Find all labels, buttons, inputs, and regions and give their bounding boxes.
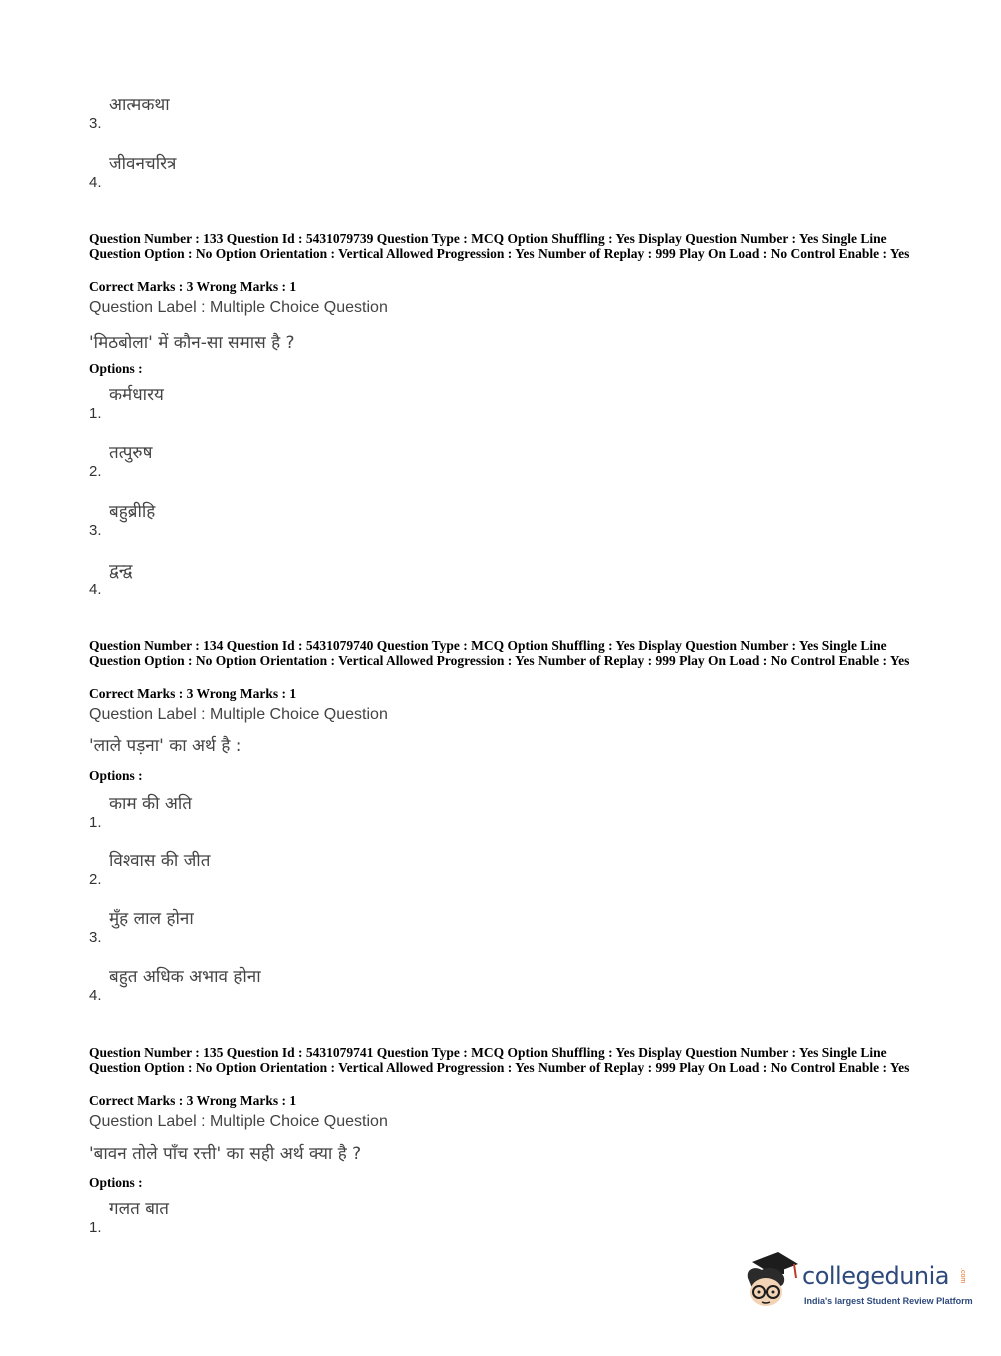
option-text: कर्मधारय [109,385,164,405]
options-label: Options : [89,361,143,376]
option-number: 3. [89,115,102,132]
option-text: बहुब्रीहि [109,502,156,522]
option-number: 1. [89,405,102,422]
brand-domain: .com [959,1268,966,1284]
option-text: द्वन्द्व [109,561,133,581]
question-marks: Correct Marks : 3 Wrong Marks : 1 [89,279,297,294]
question-label: Question Label : Multiple Choice Question [89,299,388,316]
option-text: मुँह लाल होना [109,909,194,929]
option-number: 1. [89,814,102,831]
question-label: Question Label : Multiple Choice Question [89,1113,388,1130]
question-marks: Correct Marks : 3 Wrong Marks : 1 [89,686,297,701]
option-number: 1. [89,1219,102,1236]
options-label: Options : [89,768,143,783]
option-text: गलत बात [109,1199,169,1219]
question-text: 'लाले पड़ना' का अर्थ है : [89,736,242,756]
option-text: जीवनचरित्र [109,154,177,174]
option-text: आत्मकथा [109,95,170,115]
brand-name: collegedunia [802,1262,950,1290]
question-label: Question Label : Multiple Choice Question [89,706,388,723]
option-number: 3. [89,929,102,946]
option-number: 2. [89,871,102,888]
options-label: Options : [89,1175,143,1190]
option-text: बहुत अधिक अभाव होना [109,967,261,987]
question-text: 'बावन तोले पाँच रत्ती' का सही अर्थ क्या है ? [89,1144,362,1164]
option-number: 4. [89,581,102,598]
question-marks: Correct Marks : 3 Wrong Marks : 1 [89,1093,297,1108]
question-meta: Question Number : 133 Question Id : 5431079739 Question Type : MCQ Option Shuffling : Yes Display Question Number : Yes Single Line Question Option : No Option Orientation : Vertical Allowed Progression : Yes Number of Replay : 999 Play On Load : No Control Enable : Yes [89,231,910,261]
question-text: 'मिठबोला' में कौन-सा समास है ? [89,333,295,353]
option-text: काम की अति [109,794,192,814]
option-number: 2. [89,463,102,480]
option-text: विश्वास की जीत [109,851,211,871]
collegedunia-logo [742,1248,972,1314]
option-text: तत्पुरुष [109,443,153,463]
option-number: 4. [89,174,102,191]
question-meta: Question Number : 134 Question Id : 5431079740 Question Type : MCQ Option Shuffling : Yes Display Question Number : Yes Single Line Question Option : No Option Orientation : Vertical Allowed Progression : Yes Number of Replay : 999 Play On Load : No Control Enable : Yes [89,638,910,668]
mascot-icon [742,1248,800,1310]
option-number: 4. [89,987,102,1004]
question-meta: Question Number : 135 Question Id : 5431079741 Question Type : MCQ Option Shuffling : Yes Display Question Number : Yes Single Line Question Option : No Option Orientation : Vertical Allowed Progression : Yes Number of Replay : 999 Play On Load : No Control Enable : Yes [89,1045,910,1075]
brand-tagline: India's largest Student Review Platform [804,1296,973,1306]
option-number: 3. [89,522,102,539]
